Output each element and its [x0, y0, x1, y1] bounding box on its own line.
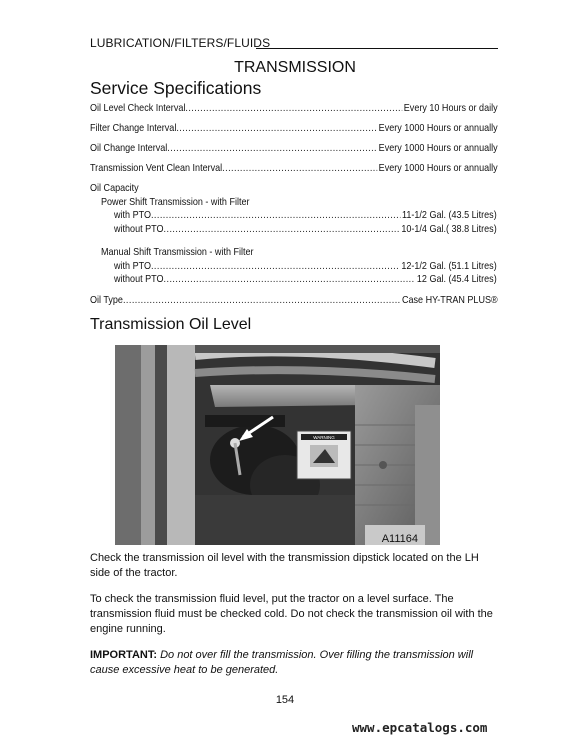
- spec-value: 12-1/2 Gal. (51.1 Litres): [401, 260, 497, 272]
- leader-dots: [164, 223, 400, 235]
- leader-dots: [176, 122, 377, 134]
- leader-dots: [164, 273, 416, 285]
- leader-dots: [185, 102, 402, 114]
- page-number: 154: [275, 694, 295, 706]
- photo-code: A11164: [381, 533, 418, 545]
- manual-shift-label: Manual Shift Transmission - with Filter: [101, 246, 254, 258]
- spec-manual-shift-without-pto: [114, 273, 497, 285]
- spec-label: Transmission Vent Clean Interval: [90, 162, 223, 174]
- leader-dots: [151, 260, 400, 272]
- spec-value: Every 1000 Hours or annually: [378, 142, 498, 154]
- spec-filter-change: [90, 122, 498, 134]
- leader-dots: [222, 162, 377, 174]
- spec-oil-type: [90, 294, 498, 306]
- spec-value: 10-1/4 Gal.( 38.8 Litres): [401, 223, 497, 235]
- power-shift-label: Power Shift Transmission - with Filter: [101, 196, 250, 208]
- spec-label: without PTO: [114, 273, 164, 285]
- spec-value: 12 Gal. (45.4 Litres): [416, 273, 497, 285]
- spec-oil-level-check: [90, 102, 498, 114]
- warning-decal-text: WARNING: [313, 435, 335, 440]
- watermark: www.epcatalogs.com: [352, 720, 488, 735]
- spec-label: Oil Change Interval: [90, 142, 168, 154]
- spec-label: without PTO: [114, 223, 164, 235]
- important-text: Do not over fill the transmission. Over filling the transmission will cause excessive heat to be generated.: [90, 649, 474, 676]
- important-label: IMPORTANT:: [90, 649, 158, 661]
- spec-value: Every 1000 Hours or annually: [378, 162, 498, 174]
- spec-vent-clean: [90, 162, 498, 174]
- spec-manual-shift-with-pto: [114, 260, 497, 272]
- transmission-dipstick-photo: [115, 345, 440, 545]
- spec-label: Oil Type: [90, 294, 123, 306]
- spec-oil-change: [90, 142, 498, 154]
- section-title: TRANSMISSION: [234, 59, 356, 76]
- spec-value: Case HY-TRAN PLUS®: [401, 294, 498, 306]
- leader-dots: [167, 142, 377, 154]
- spec-power-shift-without-pto: [114, 223, 497, 235]
- leader-dots: [151, 209, 400, 221]
- spec-label: Oil Level Check Interval: [90, 102, 186, 114]
- spec-value: Every 10 Hours or daily: [403, 102, 498, 114]
- spec-label: Filter Change Interval: [90, 122, 177, 134]
- spec-value: Every 1000 Hours or annually: [378, 122, 498, 134]
- header-rule: [256, 48, 498, 49]
- oil-capacity-label: Oil Capacity: [90, 182, 139, 194]
- running-header: LUBRICATION/FILTERS/FLUIDS: [90, 36, 271, 50]
- paragraph-check-level: Check the transmission oil level with the transmission dipstick located on the LH side of the tractor.: [90, 552, 479, 579]
- spec-power-shift-with-pto: [114, 209, 497, 221]
- leader-dots: [123, 294, 400, 306]
- important-note: [90, 648, 498, 678]
- spec-value: 11-1/2 Gal. (43.5 Litres): [402, 209, 497, 221]
- spec-label: with PTO: [114, 209, 151, 221]
- photo-illustration: [115, 345, 440, 545]
- service-specifications-heading: Service Specifications: [90, 78, 262, 98]
- spec-label: with PTO: [114, 260, 151, 272]
- paragraph-check-procedure: To check the transmission fluid level, put the tractor on a level surface. The transmission fluid must be checked cold. Do not check the transmission oil with the engine running.: [90, 593, 493, 635]
- transmission-oil-level-heading: Transmission Oil Level: [90, 316, 252, 333]
